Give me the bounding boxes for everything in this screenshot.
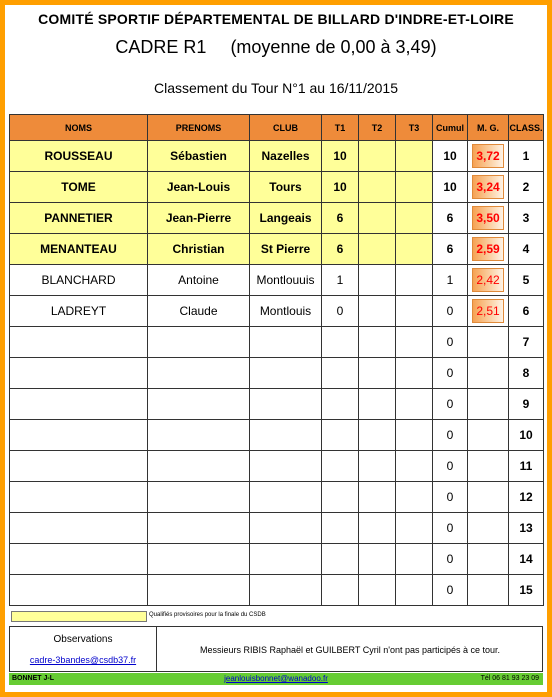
footer-author: BONNET J-L — [12, 675, 54, 682]
cell-club — [250, 513, 322, 544]
cell-t2 — [359, 389, 396, 420]
table-body — [10, 141, 544, 606]
col-header-class: CLASS. — [509, 115, 544, 141]
cell-t1 — [322, 451, 359, 482]
average-value: 2,59 — [472, 237, 504, 261]
table-row — [10, 265, 544, 296]
cell-club — [250, 482, 322, 513]
cell-t3 — [396, 544, 433, 575]
cell-cumul: 0 — [433, 389, 468, 420]
cell-club — [250, 327, 322, 358]
cell-nom — [10, 327, 148, 358]
cell-mg — [468, 327, 509, 358]
table-row — [10, 296, 544, 327]
col-header-noms: NOMS — [10, 115, 148, 141]
cell-mg — [468, 482, 509, 513]
mode-label: CADRE R1 — [115, 37, 207, 57]
cell-t2 — [359, 172, 396, 203]
observations-left — [10, 627, 157, 671]
cell-cumul: 0 — [433, 544, 468, 575]
cell-classe: 8 — [509, 358, 544, 389]
cell-prenom — [148, 420, 250, 451]
cell-t1: 6 — [322, 203, 359, 234]
cell-prenom — [148, 575, 250, 606]
col-header-club: CLUB — [250, 115, 322, 141]
average-value: 2,51 — [472, 299, 504, 323]
ranking-subtitle: Classement du Tour N°1 au 16/11/2015 — [153, 80, 398, 96]
footer-email-link[interactable]: jeanlouisbonnet@wanadoo.fr — [224, 674, 328, 683]
cell-cumul: 0 — [433, 420, 468, 451]
cell-nom — [10, 482, 148, 513]
table-row — [10, 234, 544, 265]
cell-classe: 6 — [509, 296, 544, 327]
cell-cumul: 0 — [433, 451, 468, 482]
col-header-t1: T1 — [322, 115, 359, 141]
cell-t1: 1 — [322, 265, 359, 296]
cell-t3 — [396, 451, 433, 482]
cell-club — [250, 420, 322, 451]
cell-cumul: 6 — [433, 203, 468, 234]
cell-nom: BLANCHARD — [10, 265, 148, 296]
col-header-t2: T2 — [359, 115, 396, 141]
cell-prenom — [148, 513, 250, 544]
cell-t3 — [396, 358, 433, 389]
cell-t2 — [359, 265, 396, 296]
cell-mg — [468, 265, 509, 296]
cell-t2 — [359, 575, 396, 606]
cell-t2 — [359, 420, 396, 451]
table-row — [10, 172, 544, 203]
cell-mg — [468, 234, 509, 265]
cell-prenom — [148, 451, 250, 482]
cell-t2 — [359, 544, 396, 575]
cell-mg — [468, 172, 509, 203]
average-value: 3,50 — [472, 206, 504, 230]
cell-club: St Pierre — [250, 234, 322, 265]
cell-cumul: 0 — [433, 513, 468, 544]
footer-bar — [9, 673, 543, 685]
observations-note: Messieurs RIBIS Raphaël et GUILBERT Cyril n'ont pas participés à ce tour. — [199, 645, 501, 655]
cell-cumul: 6 — [433, 234, 468, 265]
average-value: 2,42 — [472, 268, 504, 292]
cell-club: Nazelles — [250, 141, 322, 172]
cell-mg — [468, 141, 509, 172]
cell-nom — [10, 575, 148, 606]
cell-cumul: 0 — [433, 327, 468, 358]
cell-t1 — [322, 482, 359, 513]
cell-t1: 10 — [322, 141, 359, 172]
cell-nom — [10, 544, 148, 575]
cell-mg — [468, 575, 509, 606]
cell-prenom: Jean-Louis — [148, 172, 250, 203]
legend-swatch — [11, 611, 147, 622]
cell-nom — [10, 358, 148, 389]
cell-mg — [468, 389, 509, 420]
table-header-row — [10, 115, 544, 141]
cell-t3 — [396, 420, 433, 451]
cell-mg — [468, 513, 509, 544]
cell-t3 — [396, 203, 433, 234]
col-header-cumul: Cumul — [433, 115, 468, 141]
legend-text: Qualifiés provisoires pour la finale du CSDB — [149, 612, 266, 618]
cell-nom: MENANTEAU — [10, 234, 148, 265]
table-row — [10, 327, 544, 358]
col-header-prenoms: PRENOMS — [148, 115, 250, 141]
cell-club — [250, 575, 322, 606]
cell-t3 — [396, 234, 433, 265]
cell-prenom: Antoine — [148, 265, 250, 296]
cell-club: Montlouis — [250, 296, 322, 327]
cell-prenom — [148, 482, 250, 513]
page-title: COMITÉ SPORTIF DÉPARTEMENTAL DE BILLARD D'INDRE-ET-LOIRE — [38, 11, 514, 27]
table-row — [10, 389, 544, 420]
cell-t2 — [359, 203, 396, 234]
cell-nom — [10, 513, 148, 544]
cell-classe: 11 — [509, 451, 544, 482]
cell-t3 — [396, 575, 433, 606]
cell-t1 — [322, 575, 359, 606]
observations-title: Observations — [53, 634, 113, 645]
cell-mg — [468, 358, 509, 389]
observations-box — [9, 626, 543, 672]
cell-t2 — [359, 513, 396, 544]
cell-t3 — [396, 141, 433, 172]
cell-t1: 0 — [322, 296, 359, 327]
cell-mg — [468, 544, 509, 575]
cell-club — [250, 544, 322, 575]
average-value: 3,24 — [472, 175, 504, 199]
cell-cumul: 0 — [433, 482, 468, 513]
cell-nom — [10, 389, 148, 420]
footer-phone: Tél 06 81 93 23 09 — [480, 675, 539, 682]
cell-t3 — [396, 513, 433, 544]
cell-t2 — [359, 451, 396, 482]
cell-nom: TOME — [10, 172, 148, 203]
cell-cumul: 1 — [433, 265, 468, 296]
cell-mg — [468, 420, 509, 451]
cell-t3 — [396, 296, 433, 327]
table-row — [10, 513, 544, 544]
cell-nom: PANNETIER — [10, 203, 148, 234]
cell-club: Montlouuis — [250, 265, 322, 296]
cell-t1 — [322, 420, 359, 451]
cell-classe: 4 — [509, 234, 544, 265]
cell-club: Tours — [250, 172, 322, 203]
cell-prenom — [148, 544, 250, 575]
cell-t3 — [396, 172, 433, 203]
table-row — [10, 482, 544, 513]
table-row — [10, 203, 544, 234]
cell-nom — [10, 451, 148, 482]
cell-t2 — [359, 296, 396, 327]
cell-prenom — [148, 358, 250, 389]
table-row — [10, 141, 544, 172]
table-row — [10, 575, 544, 606]
cell-club: Langeais — [250, 203, 322, 234]
col-header-t3: T3 — [396, 115, 433, 141]
average-range: (moyenne de 0,00 à 3,49) — [230, 37, 437, 57]
cell-classe: 9 — [509, 389, 544, 420]
cell-mg — [468, 296, 509, 327]
cell-t2 — [359, 482, 396, 513]
cell-t1 — [322, 513, 359, 544]
ranking-table — [9, 114, 544, 606]
cell-t2 — [359, 234, 396, 265]
cell-prenom: Sébastien — [148, 141, 250, 172]
cell-cumul: 0 — [433, 296, 468, 327]
cell-nom: LADREYT — [10, 296, 148, 327]
cell-prenom — [148, 327, 250, 358]
observations-email-link[interactable]: cadre-3bandes@csdb37.fr — [29, 655, 137, 665]
cell-t1: 10 — [322, 172, 359, 203]
cell-classe: 13 — [509, 513, 544, 544]
cell-classe: 1 — [509, 141, 544, 172]
cell-classe: 3 — [509, 203, 544, 234]
cell-cumul: 0 — [433, 575, 468, 606]
cell-mg — [468, 451, 509, 482]
cell-prenom: Claude — [148, 296, 250, 327]
cell-classe: 15 — [509, 575, 544, 606]
cell-mg — [468, 203, 509, 234]
cell-t2 — [359, 327, 396, 358]
cell-prenom: Jean-Pierre — [148, 203, 250, 234]
table-row — [10, 451, 544, 482]
cell-cumul: 10 — [433, 141, 468, 172]
cell-classe: 5 — [509, 265, 544, 296]
col-header-mg: M. G. — [468, 115, 509, 141]
competition-mode — [0, 37, 552, 58]
cell-classe: 2 — [509, 172, 544, 203]
cell-t3 — [396, 482, 433, 513]
cell-t2 — [359, 358, 396, 389]
table-row — [10, 358, 544, 389]
cell-t3 — [396, 389, 433, 420]
cell-club — [250, 389, 322, 420]
cell-t3 — [396, 265, 433, 296]
cell-t3 — [396, 327, 433, 358]
average-value: 3,72 — [472, 144, 504, 168]
cell-nom: ROUSSEAU — [10, 141, 148, 172]
table-row — [10, 420, 544, 451]
cell-t2 — [359, 141, 396, 172]
cell-classe: 10 — [509, 420, 544, 451]
cell-t1 — [322, 327, 359, 358]
cell-prenom — [148, 389, 250, 420]
cell-cumul: 0 — [433, 358, 468, 389]
cell-t1 — [322, 544, 359, 575]
cell-t1 — [322, 389, 359, 420]
cell-club — [250, 451, 322, 482]
cell-club — [250, 358, 322, 389]
cell-nom — [10, 420, 148, 451]
cell-t1: 6 — [322, 234, 359, 265]
cell-t1 — [322, 358, 359, 389]
cell-classe: 12 — [509, 482, 544, 513]
table-row — [10, 544, 544, 575]
cell-classe: 14 — [509, 544, 544, 575]
cell-classe: 7 — [509, 327, 544, 358]
cell-prenom: Christian — [148, 234, 250, 265]
cell-cumul: 10 — [433, 172, 468, 203]
